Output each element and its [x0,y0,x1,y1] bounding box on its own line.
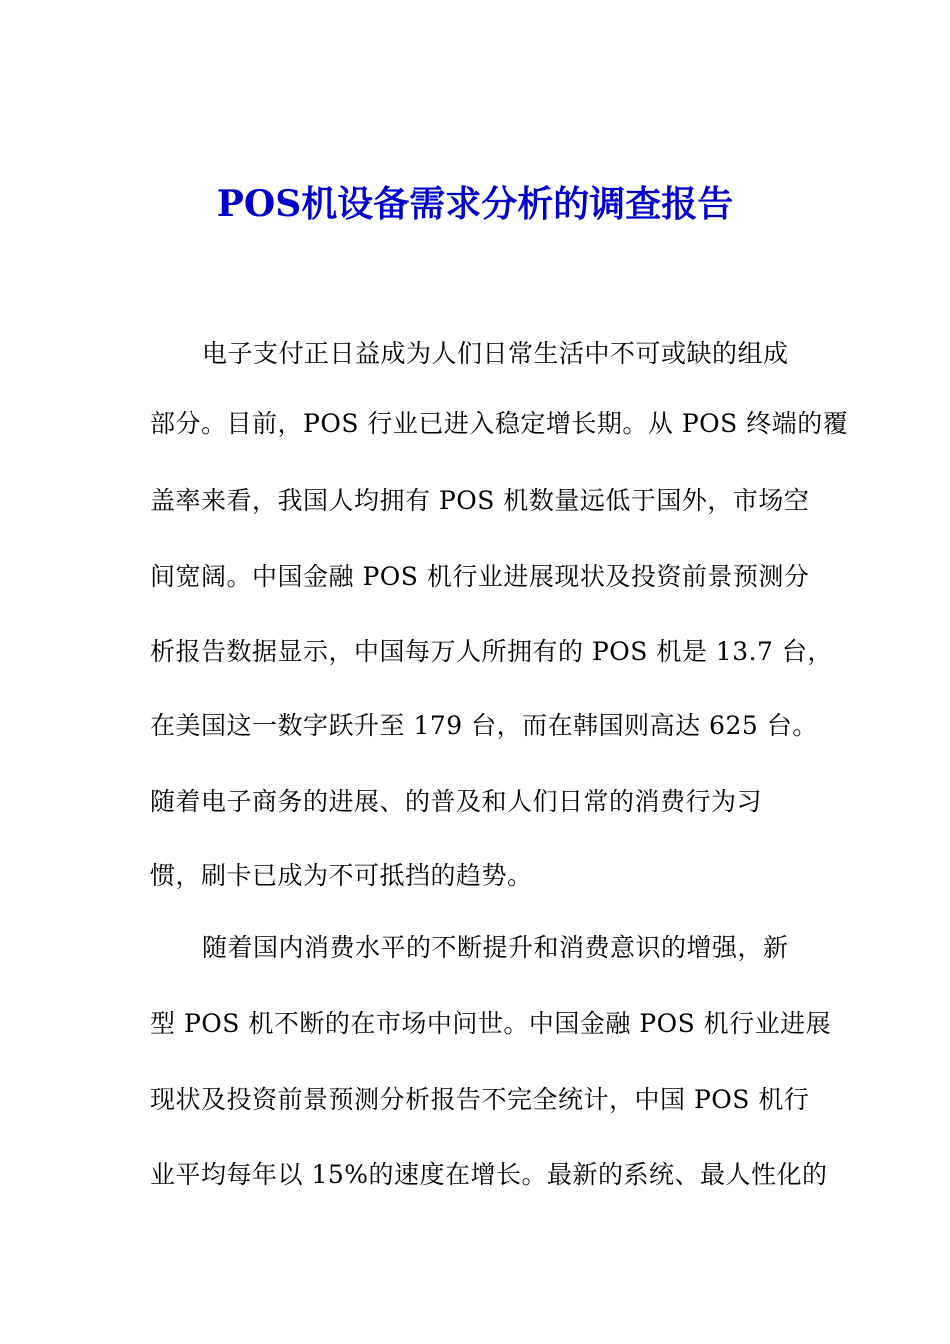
paragraph-line: 业平均每年以 15%的速度在增长。最新的系统、最人性化的 [150,1160,828,1189]
document-title: POS机设备需求分析的调查报告 [216,183,734,225]
paragraph-line: 在美国这一数字跃升至 179 台，而在韩国则高达 625 台。 [150,711,818,740]
paragraph-line: 随着电子商务的进展、的普及和人们日常的消费行为习 [150,787,763,816]
paragraph-line: 现状及投资前景预测分析报告不完全统计，中国 POS 机行 [150,1085,810,1114]
paragraph-line: 型 POS 机不断的在市场中问世。中国金融 POS 机行业进展 [150,1009,832,1038]
paragraph-line: 间宽阔。中国金融 POS 机行业进展现状及投资前景预测分 [150,562,810,591]
paragraph-line: 部分。目前，POS 行业已进入稳定增长期。从 POS 终端的覆 [150,409,849,438]
paragraph-line: 惯，刷卡已成为不可抵挡的趋势。 [150,861,533,890]
paragraph-line: 析报告数据显示，中国每万人所拥有的 POS 机是 13.7 台， [150,637,833,666]
paragraph-line: 随着国内消费水平的不断提升和消费意识的增强，新 [202,933,789,962]
paragraph-line: 电子支付正日益成为人们日常生活中不可或缺的组成 [202,339,789,368]
paragraph-line: 盖率来看，我国人均拥有 POS 机数量远低于国外，市场空 [150,486,810,515]
